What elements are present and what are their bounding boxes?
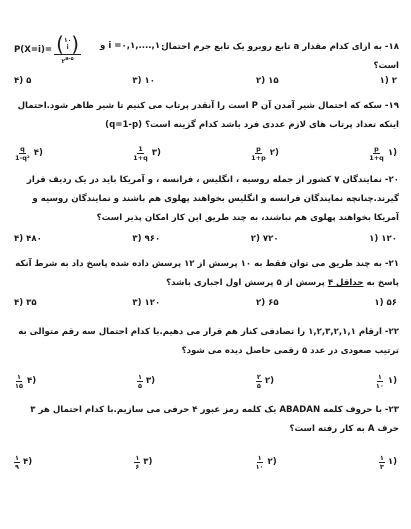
frac-bottom: ۱۰ <box>255 462 264 471</box>
q22-option-1[interactable] <box>375 373 397 390</box>
option-fraction <box>14 454 20 471</box>
formula-fraction: ( ۱۰ i ) ۲$^{a-۵}$ <box>56 32 80 65</box>
option-number: (۴ <box>23 457 33 467</box>
question-18-options <box>14 70 397 92</box>
option-fraction <box>132 145 149 162</box>
formula-exponent: a-۵ <box>65 56 74 62</box>
q18-option-2[interactable]: ۱۵ (۲ <box>255 76 279 86</box>
frac-top: ۱ <box>16 372 21 381</box>
question-18-index-range: i =۰,۱,....,۱۰ و <box>100 41 166 51</box>
option-number: (۱ <box>387 457 397 467</box>
q18-option-1[interactable]: ۲ (۱ <box>379 76 397 86</box>
option-fraction <box>368 145 385 162</box>
q23-option-4[interactable] <box>14 454 32 471</box>
frac-bottom: 1-q² <box>15 153 30 162</box>
option-fraction <box>137 373 143 390</box>
option-fraction <box>14 145 31 162</box>
q20-option-2[interactable]: ۷۲۰ (۲ <box>250 234 279 244</box>
question-18-text: ۱۸- به ازای کدام مقدار a تابع روبرو یک تابع جرم احتمال است؟ <box>161 42 399 71</box>
frac-bottom: ۹ <box>15 462 19 471</box>
q23-option-2[interactable] <box>255 454 277 471</box>
q21-text-part-a: ۲۱- به چند طریق می توان فقط به ۱۰ پرسش از ۱۲ پرسش داده شده پاسخ داد به شرط آنکه پاسخ به <box>15 259 399 288</box>
option-fraction <box>256 373 262 390</box>
question-23-text: ۲۳- با حروف کلمه ABADAN یک کلمه رمز عبور ۴ حرفی می سازیم.با کدام احتمال هر ۳ حرف A به کار رفته است؟ <box>30 405 399 434</box>
q21-option-3[interactable]: ۱۲۰ (۳ <box>132 298 161 308</box>
frac-bottom: ۶ <box>135 462 140 471</box>
frac-top: ۲ <box>256 372 261 381</box>
q23-option-1[interactable] <box>379 454 397 471</box>
formula-lhs: P(X=i)= <box>14 45 53 55</box>
frac-top: ۱ <box>15 453 19 462</box>
frac-bottom: 1+p <box>251 153 266 162</box>
q19-option-2[interactable] <box>250 145 279 162</box>
frac-top: 1 <box>138 144 143 153</box>
frac-bottom: ۵ <box>256 381 261 390</box>
option-number: (۲ <box>269 148 279 158</box>
frac-top: p <box>374 144 379 153</box>
option-fraction <box>255 454 265 471</box>
option-number: (۴ <box>33 148 43 158</box>
question-19-options <box>14 142 397 164</box>
frac-top: q <box>20 144 25 153</box>
question-23-options <box>14 451 397 473</box>
option-number: (۴ <box>26 376 37 386</box>
option-number: (۳ <box>151 148 161 158</box>
frac-top: ۱ <box>257 453 262 462</box>
option-number: (۱ <box>387 376 397 386</box>
option-number: (۳ <box>143 457 153 467</box>
frac-top: ۱ <box>379 453 384 462</box>
frac-bottom: ۵ <box>137 381 142 390</box>
frac-top: ۱ <box>377 372 382 381</box>
option-number: (۳ <box>145 376 156 386</box>
option-number: (۱ <box>387 148 397 158</box>
question-21-options <box>14 292 397 314</box>
frac-bottom: 1+q <box>133 153 148 162</box>
option-number: (۲ <box>264 376 275 386</box>
question-21-text <box>10 255 399 293</box>
option-number: (۲ <box>267 457 277 467</box>
frac-top: ۱ <box>135 453 140 462</box>
binom-top: ۱۰ <box>63 37 72 44</box>
q19-option-4[interactable] <box>14 145 43 162</box>
frac-bottom: ۳ <box>379 462 384 471</box>
q22-option-4[interactable] <box>14 373 36 390</box>
q21-option-2[interactable]: ۶۵ (۲ <box>255 298 279 308</box>
option-fraction <box>250 145 267 162</box>
q20-option-1[interactable]: ۱۲۰ (۱ <box>369 234 397 244</box>
question-20-options <box>14 228 397 250</box>
formula-denominator: ۲ <box>61 58 66 65</box>
frac-top: ۱ <box>137 372 142 381</box>
option-fraction <box>375 373 385 390</box>
question-19-text: ۱۹- سکه که احتمال شیر آمدن آن P است را آنقدر پرتاب می کنیم تا شیر ظاهر شود.احتمال اینکه تعداد پرتاب های لازم عددی فرد باشد کدام گزینه است؟ (q=1-p) <box>17 101 399 130</box>
q18-option-4[interactable]: ۵ (۴ <box>14 76 32 86</box>
q22-option-2[interactable] <box>256 373 274 390</box>
binom-bottom: i <box>66 44 69 51</box>
question-20-text: ۲۰- نمایندگان ۷ کشور از جمله روسیه ، انگلیس ، فرانسه ، و آمریکا باید در یک ردیف قرار گیرند.چنانچه نمایندگان فرانسه و انگلیس بخواهند پهلوی هم باشند و نمایندگان روسیه و آمریکا بخواهند پهلوی هم نباشند، به چند طریق این کار امکان پذیر است؟ <box>26 175 399 223</box>
frac-top: p <box>256 144 261 153</box>
frac-bottom: ۱۵ <box>15 381 23 390</box>
q21-underlined-text: حداقل ۴ <box>327 278 364 288</box>
q20-option-4[interactable]: ۴۸۰ (۴ <box>14 234 42 244</box>
q21-option-4[interactable]: ۳۵ (۴ <box>14 298 37 308</box>
question-18-formula <box>14 34 81 66</box>
q22-option-3[interactable] <box>137 373 155 390</box>
option-fraction <box>14 373 24 390</box>
q18-option-3[interactable]: ۱۰ (۳ <box>132 76 156 86</box>
question-22-text: ۲۲- ارقام ۱,۲,۳,۲,۱,۱ را تصادفی کنار هم قرار می دهیم.با کدام احتمال سه رقم متوالی به ترتیب صعودی در عدد ۵ رقمی حاصل دیده می شود؟ <box>18 327 399 356</box>
q23-option-3[interactable] <box>134 454 152 471</box>
q21-option-1[interactable]: ۵۶ (۱ <box>374 298 397 308</box>
frac-bottom: 1+q <box>369 153 384 162</box>
frac-bottom: ۱۰ <box>375 381 384 390</box>
q19-option-1[interactable] <box>368 145 397 162</box>
q19-option-3[interactable] <box>132 145 161 162</box>
option-fraction <box>379 454 385 471</box>
option-fraction <box>134 454 140 471</box>
question-22-options <box>14 370 397 392</box>
q21-text-part-b: پرسش از ۵ پرسش اول اجباری باشد؟ <box>166 278 328 288</box>
q20-option-3[interactable]: ۹۶۰ (۳ <box>132 234 161 244</box>
